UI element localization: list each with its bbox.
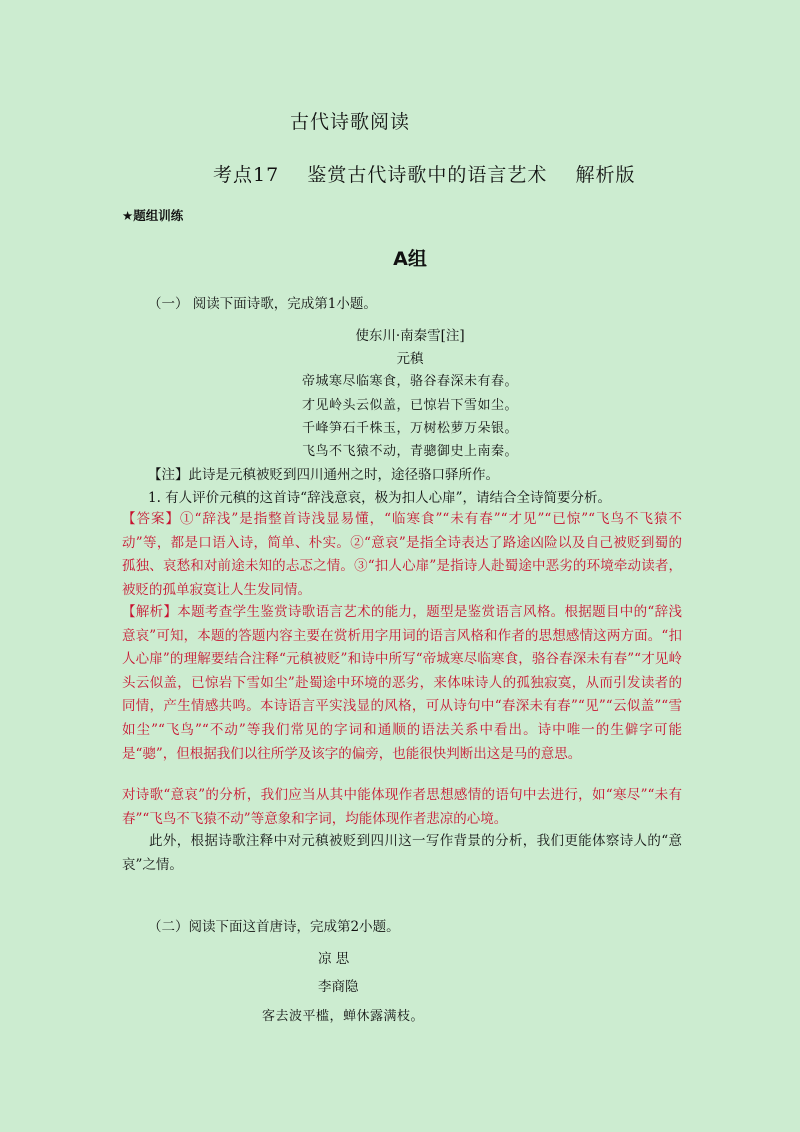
poem1-line: 千峰笋石千株玉，万树松萝万朵银。 (301, 421, 518, 436)
poem1-line: 才见岭头云似盖，已惊岩下雪如尘。 (301, 398, 518, 413)
poem2-author: 李商隐 (318, 979, 359, 995)
poem1-note: 【注】此诗是元稹被贬到四川通州之时，途径骆口驿所作。 (148, 467, 499, 483)
analysis-paragraph: 【解析】本题考查学生鉴赏诗歌语言艺术的能力，题型是鉴赏语言风格。根据题目中的“辞浅意哀”可知，本题的答题内容主要在赏析用字用词的语言风格和作者的思想感情这两方面。“扣人心扉”的理解要结合注释“元稹被贬”和诗中所写“帝城寒尽临寒食，骆谷春深未有春”“才见岭头云似盖，已惊岩下雪如尘”赴蜀途中环境的恶劣，来体味诗人的孤独寂寞，从而引发读者的同情，产生情感共鸣。本诗语言平实浅显的风格，可从诗句中“春深未有春”“见”“云似盖”“雪如尘”“飞鸟”“不动”等我们常见的字词和通顺的语法关系中看出。诗中唯一的生僻字可能是“骢”，但根据我们以往所学及该字的偏旁，也能很快判断出这是马的意思。 (122, 604, 682, 762)
poem1-line: 帝城寒尽临寒食，骆谷春深未有春。 (301, 374, 518, 389)
group-heading: A组 (393, 248, 427, 270)
doc-title: 古代诗歌阅读 (290, 111, 411, 133)
answer-paragraph: 【答案】①“辞浅”是指整首诗浅显易懂，“临寒食”“未有春”“才见”“已惊”“飞鸟不飞猿不动”等，都是口语入诗，简单、朴实。②“意哀”是指全诗表达了路途凶险以及自己被贬到蜀的孤独、哀愁和对前途未知的忐忑之情。③“扣人心扉”是指诗人赴蜀途中恶劣的环境牵动读者，被贬的孤单寂寞让人生发同情。 (122, 511, 682, 598)
analysis-paragraph-2: 对诗歌“意哀”的分析，我们应当从其中能体现作者思想感情的语句中去进行，如“寒尽”“未有春”“飞鸟不飞猿不动”等意象和字词，均能体现作者悲凉的心境。 (122, 787, 682, 827)
doc-subtitle: 考点17 鉴赏古代诗歌中的语言艺术 解析版 (213, 164, 636, 186)
poem1-title: 使东川·南秦雪[注] (355, 328, 465, 344)
section1-intro: （一） 阅读下面诗歌，完成第1小题。 (148, 296, 377, 312)
question-1: 1. 有人评价元稹的这首诗“辞浅意哀，极为扣人心扉”，请结合全诗简要分析。 (148, 490, 611, 506)
poem2-title: 凉 思 (318, 951, 350, 967)
section2-intro: （二）阅读下面这首唐诗，完成第2小题。 (148, 919, 400, 935)
extra-paragraph: 此外，根据诗歌注释中对元稹被贬到四川这一写作背景的分析，我们更能体察诗人的“意哀”之情。 (122, 833, 682, 873)
poem2-line: 客去波平槛，蝉休露满枝。 (262, 1009, 425, 1024)
poem1-line: 飞鸟不飞猿不动，青骢御史上南秦。 (301, 444, 518, 459)
training-heading: ★题组训练 (122, 208, 184, 223)
poem1-author: 元稹 (396, 351, 424, 367)
